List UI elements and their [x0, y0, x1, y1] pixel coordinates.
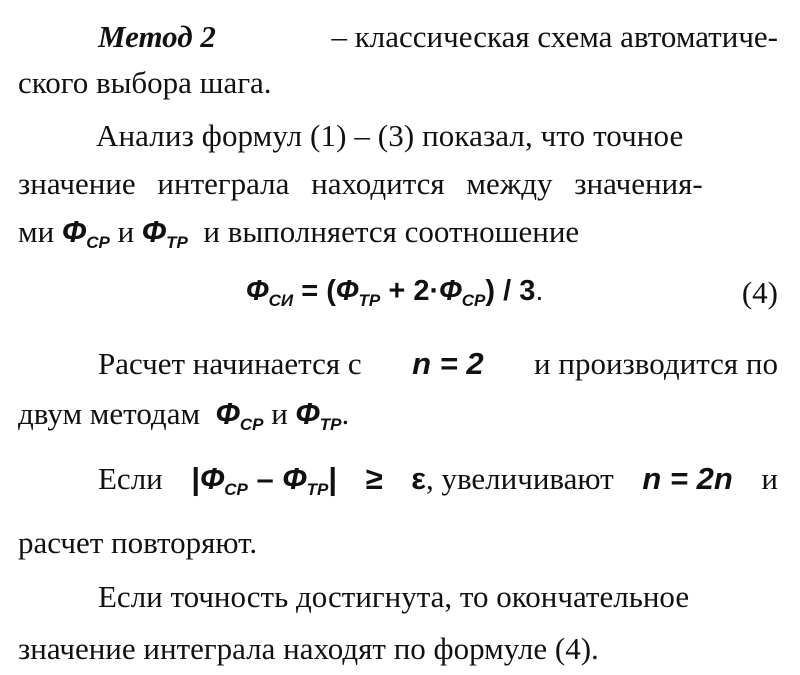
text-fragment: двум методам: [18, 396, 201, 431]
text-fragment: Расчет начинается с: [98, 346, 362, 381]
subscript-tp: ТР: [319, 415, 342, 434]
geq-sign: ≥: [365, 461, 383, 496]
text-line: [18, 389, 778, 450]
text-fragment: значение интеграла находят по формуле (4).: [18, 631, 599, 666]
phi-letter: Ф: [295, 396, 320, 431]
phi-letter: Ф: [61, 214, 87, 249]
phi-tp-symbol: [296, 389, 342, 450]
n-equals-2: n = 2: [412, 346, 484, 381]
subscript-tp: ТР: [306, 480, 329, 499]
epsilon-clause: [411, 452, 613, 516]
text-fragment: ского выбора шага.: [18, 65, 272, 100]
phi-letter: Ф: [335, 275, 359, 307]
phi-tp-symbol: [142, 208, 188, 267]
text-fragment: , увеличивают: [425, 461, 614, 496]
text-line: [18, 112, 778, 160]
phi-letter: Ф: [439, 275, 462, 307]
formula-expression: [246, 275, 543, 311]
subscript-cp: СР: [86, 233, 110, 252]
text-fragment: расчет повторяют.: [18, 525, 258, 560]
subscript-tp: ТР: [166, 233, 188, 252]
text-fragment: и: [117, 214, 135, 249]
condition-expression: [191, 452, 337, 516]
formula-period: .: [535, 275, 544, 307]
subscript-cp: СР: [224, 480, 248, 499]
phi-letter: Ф: [246, 275, 269, 307]
text-fragment: и: [271, 396, 288, 431]
phi-letter: Ф: [282, 461, 307, 496]
text-line: [18, 60, 778, 106]
text-line: [18, 571, 778, 623]
text-fragment: ми: [18, 214, 55, 249]
text-fragment: значение интеграла находится между значения-: [18, 166, 703, 201]
formula-fragment: = (: [293, 275, 336, 307]
epsilon-symbol: ε: [411, 461, 426, 496]
phi-letter: Ф: [141, 214, 167, 249]
paragraph-calculation: [18, 339, 778, 450]
method-description: – классическая схема автоматиче-: [331, 19, 778, 54]
text-fragment: Анализ формул (1) – (3) показал, что точное: [96, 118, 684, 153]
text-fragment: и выполняется соотношение: [203, 214, 580, 249]
phi-cp-symbol: [62, 208, 110, 267]
text-fragment: и производится по: [534, 346, 778, 381]
paragraph-analysis: [18, 112, 778, 267]
equation-number: (4): [741, 275, 778, 310]
subscript-cp: СР: [239, 415, 264, 434]
paragraph-method-2: [18, 14, 778, 106]
subscript-ci: СИ: [268, 291, 294, 310]
abs-bar: |: [191, 461, 201, 496]
n-equals-2n: n = 2n: [642, 461, 733, 496]
phi-letter: Ф: [215, 396, 240, 431]
text-line: [18, 623, 778, 675]
text-line: [18, 160, 778, 208]
method-label: Метод 2: [98, 19, 216, 54]
abs-bar: |: [328, 461, 338, 496]
phi-cp-symbol: [216, 389, 264, 450]
formula-fragment: ) / 3: [485, 275, 536, 307]
paragraph-result: [18, 571, 778, 675]
text-fragment: Если точность достигнута, то окончательное: [98, 579, 690, 614]
text-line: [18, 339, 778, 389]
formula-4: [18, 267, 778, 327]
text-period: .: [341, 396, 350, 431]
text-fragment: и: [761, 461, 778, 496]
formula-fragment: + 2·: [380, 275, 440, 307]
subscript-tp: ТР: [358, 291, 381, 310]
text-line: [18, 208, 778, 267]
text-line: [18, 516, 778, 569]
subscript-cp: СР: [461, 291, 486, 310]
phi-letter: Ф: [200, 461, 225, 496]
text-fragment: Если: [98, 461, 163, 496]
paragraph-condition: [18, 452, 778, 569]
text-line: [18, 14, 778, 60]
text-line: [18, 452, 778, 516]
minus-sign: –: [247, 461, 283, 496]
